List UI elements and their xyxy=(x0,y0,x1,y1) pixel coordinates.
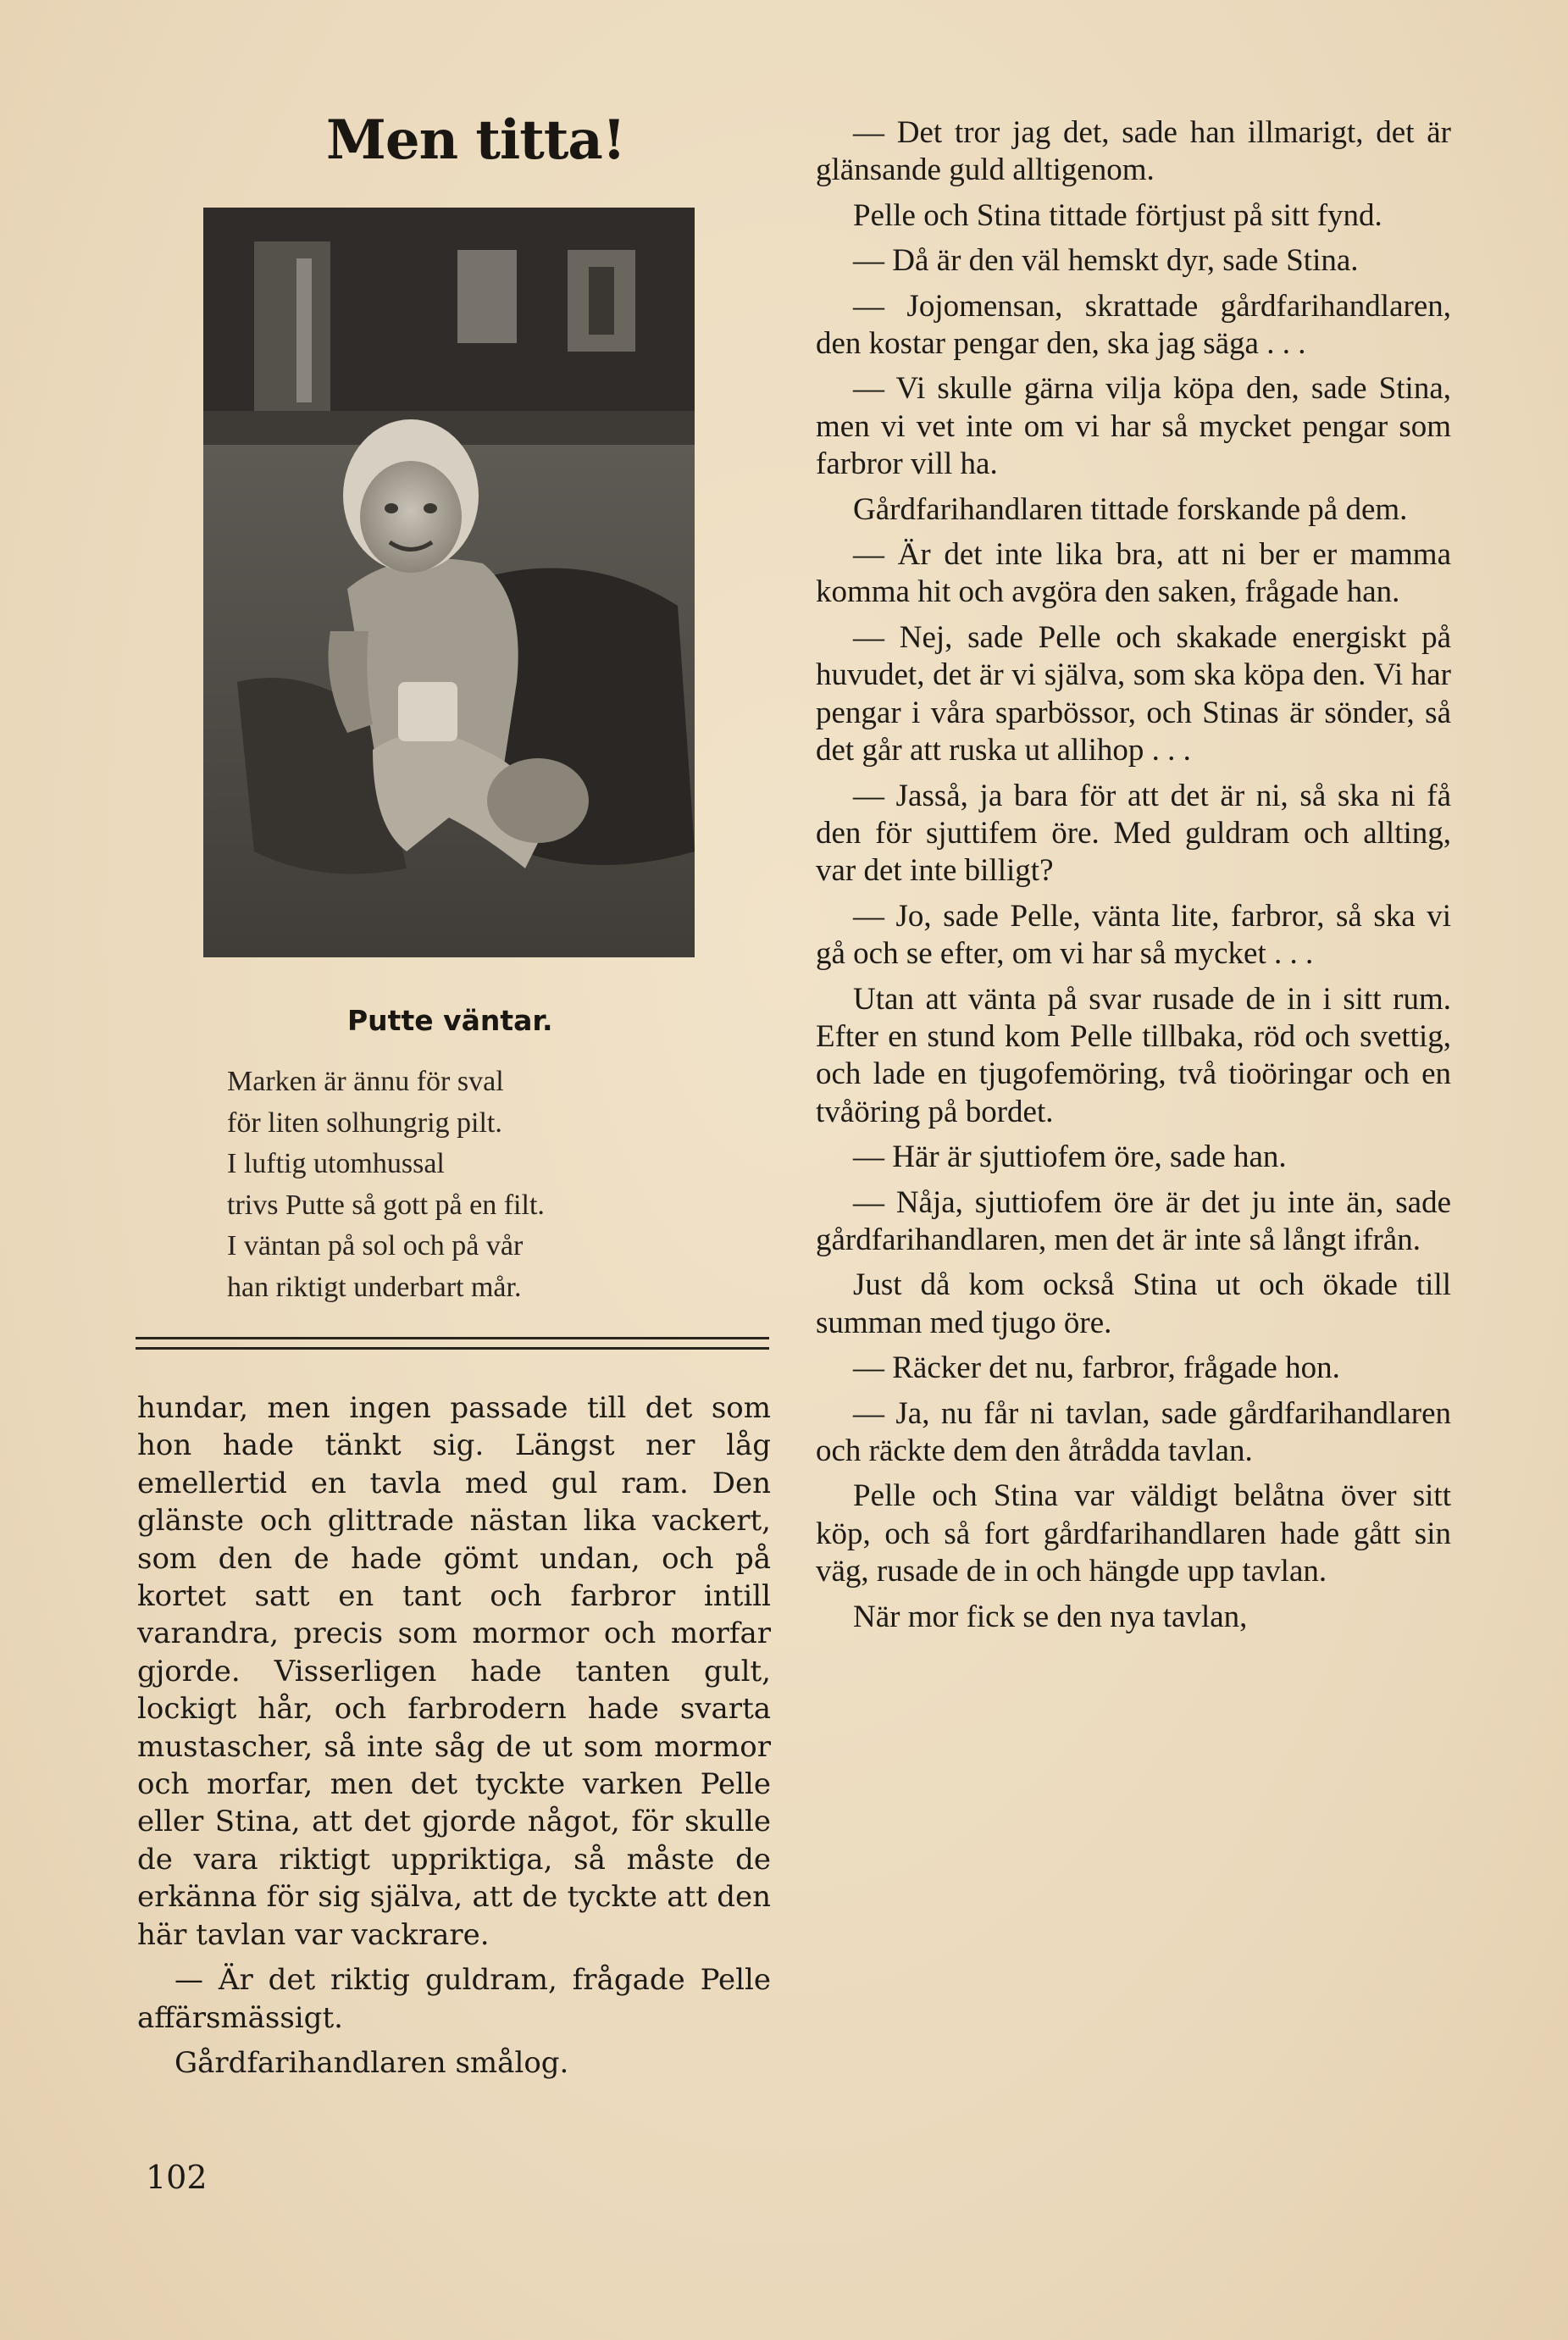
photo-caption-poem xyxy=(227,1062,701,1309)
poem-line: I väntan på sol och på vår xyxy=(227,1230,524,1262)
poem-line: för liten solhungrig pilt. xyxy=(227,1106,502,1139)
paragraph: — Nej, sade Pelle och skakade energiskt på huvudet, det är vi själva, som ska köpa den. Vi har pengar i våra sparbössor, och Stinas är sönder, så det går att ruska ut allihop . . . xyxy=(816,619,1451,768)
page-number: 102 xyxy=(146,2159,208,2196)
paragraph: — Räcker det nu, farbror, frågade hon. xyxy=(853,1350,1340,1386)
paragraph: — Jojomensan, skrattade gårdfarihandlaren, den kostar pengar den, ska jag säga . . . xyxy=(816,288,1451,362)
paragraph: Gårdfarihandlaren smålog. xyxy=(175,2045,569,2080)
left-column xyxy=(137,1389,771,2089)
paragraph: Just då kom också Stina ut och ökade till summan med tjugo öre. xyxy=(816,1267,1451,1340)
right-column xyxy=(816,114,1451,1644)
paragraph: Gårdfarihandlaren tittade forskande på dem. xyxy=(853,491,1408,527)
paragraph: — Det tror jag det, sade han illmarigt, det är glänsande guld alltigenom. xyxy=(816,115,1451,188)
paragraph: — Då är den väl hemskt dyr, sade Stina. xyxy=(853,243,1359,279)
poem-line: han riktigt underbart mår. xyxy=(227,1271,522,1303)
paragraph: — Jasså, ja bara för att det är ni, så ska ni få den för sjuttifem öre. Med guldram och allting, var det inte billigt? xyxy=(816,778,1451,889)
paragraph: — Jo, sade Pelle, vänta lite, farbror, så ska vi gå och se efter, om vi har så mycket . . . xyxy=(816,898,1451,972)
paragraph: — Vi skulle gärna vilja köpa den, sade Stina, men vi vet inte om vi har så mycket pengar som farbror vill ha. xyxy=(816,371,1451,482)
paragraph: — Är det riktig guldram, frågade Pelle affärsmässigt. xyxy=(137,1963,771,2035)
paragraph: — Här är sjuttiofem öre, sade han. xyxy=(853,1140,1287,1175)
paragraph: När mor fick se den nya tavlan, xyxy=(853,1599,1248,1634)
paragraph: — Är det inte lika bra, att ni ber er mamma komma hit och avgöra den saken, frågade han. xyxy=(816,537,1451,610)
paragraph: — Nåja, sjuttiofem öre är det ju inte än, sade gårdfarihandlaren, men det är inte så långt ifrån. xyxy=(816,1184,1451,1257)
double-rule-top xyxy=(136,1337,769,1339)
paragraph: Utan att vänta på svar rusade de in i sitt rum. Efter en stund kom Pelle tillbaka, röd och svettig, och lade en tjugofemöring, två tioöringar och en tvåöring på bordet. xyxy=(816,981,1451,1129)
paragraph: hundar, men ingen passade till det som hon hade tänkt sig. Längst ner låg emellertid en tavla med gul ram. Den glänste och glittrade nästan lika vackert, som den de hade gömt undan, och på kortet satt en tant och farbror intill varandra, precis som mormor och morfar gjorde. Visserligen hade tanten gult, lockigt hår, och farbrodern hade svarta mustascher, så inte såg de ut som mormor och morfar, men det tyckte varken Pelle eller Stina, att det gjorde något, för skulle de vara riktigt uppriktiga, så måste de erkänna för sig själva, att de tyckte att den här tavlan var vackrare. xyxy=(137,1391,771,1952)
photo-caption-title: Putte väntar. xyxy=(347,1004,553,1037)
photo xyxy=(203,208,695,957)
double-rule-bottom xyxy=(136,1347,769,1350)
paragraph: Pelle och Stina var väldigt belåtna över sitt köp, och så fort gårdfarihandlaren hade gått sin väg, rusade de in och hängde upp tavlan. xyxy=(816,1478,1451,1589)
paragraph: Pelle och Stina tittade förtjust på sitt fynd. xyxy=(853,197,1382,233)
paragraph: — Ja, nu får ni tavlan, sade gårdfarihandlaren och räckte dem den åtrådda tavlan. xyxy=(816,1395,1451,1468)
page-title: Men titta! xyxy=(326,108,625,172)
photo-child-on-blanket-icon xyxy=(203,208,695,957)
poem-line: Marken är ännu för sval xyxy=(227,1066,504,1097)
poem-line: I luftig utomhussal xyxy=(227,1148,445,1180)
poem-line: trivs Putte så gott på en filt. xyxy=(227,1189,545,1221)
